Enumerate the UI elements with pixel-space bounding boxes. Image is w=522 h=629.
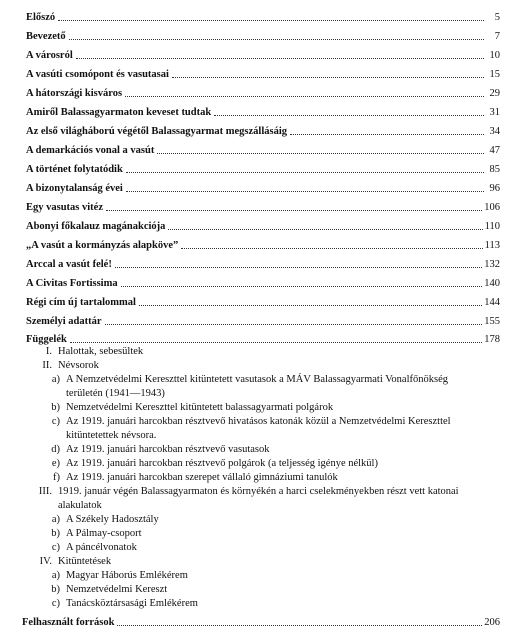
toc-page-number: 140 [484,278,500,289]
dot-leader [105,323,483,325]
dot-leader [181,247,482,249]
toc-page-number: 144 [484,297,500,308]
dot-leader [76,57,484,59]
toc-page-number: 10 [489,50,500,61]
toc-entry-title: Amiről Balassagyarmaton keveset tudtak [26,107,212,118]
appendix-subitem-iii-c[interactable] [48,541,137,554]
toc-page-number: 5 [494,12,500,23]
toc-page-number: 110 [484,221,500,232]
dot-leader [121,285,483,287]
toc-page-number: 7 [494,31,500,42]
subitem-label: Az 1919. januári harcokban szerepet vállaló gimnáziumi tanulók [66,472,338,483]
toc-entry-eloszo[interactable] [26,10,500,24]
toc-entry-vasut-kormanyzas[interactable] [26,238,500,252]
appendix-item-iv[interactable] [30,555,111,568]
toc-entry-title: A bizonytalanság évei [26,183,123,194]
toc-entry-title: A hátországi kisváros [26,88,123,99]
appendix-subitem-iii-a[interactable] [48,513,159,526]
appendix-subitem-ii-a[interactable] [48,373,448,386]
appendix-subitem-ii-f[interactable] [48,471,338,484]
toc-page-number: 106 [484,202,500,213]
subitem-letter: c) [51,542,60,553]
subitem-letter: b) [51,584,60,595]
toc-entry-title: A történet folytatódik [26,164,123,175]
subitem-letter: e) [51,458,60,469]
appendix-item-label: 1919. január végén Balassagyarmaton és környékén a harci cselekményekben részt vett katonai [58,486,459,497]
toc-entry-felhasznalt-forrasok[interactable] [22,615,500,629]
toc-entry-a-varosrol[interactable] [26,48,500,62]
subitem-label: Nemzetvédelmi Kereszttel kitüntetett balassagyarmati polgárok [66,402,334,413]
toc-page-number: 206 [484,617,500,628]
toc-entry-vasutas-vitez[interactable] [26,200,500,214]
toc-entry-title: Egy vasutas vitéz [26,202,103,213]
toc-entry-vasuti-csomopont[interactable] [26,67,500,81]
dot-leader [126,190,484,192]
dot-leader [125,95,484,97]
appendix-item-iii[interactable] [30,485,459,498]
toc-entry-elso-vilaghaboru[interactable] [26,124,500,138]
appendix-subitem-ii-d[interactable] [48,443,270,456]
appendix-subitem-ii-b[interactable] [48,401,333,414]
toc-page-number: 96 [489,183,500,194]
subitem-letter: c) [51,416,60,427]
dot-leader [126,171,484,173]
appendix-item-i[interactable] [36,345,143,358]
subitem-letter: a) [51,514,60,525]
toc-page-number: 178 [484,334,500,345]
appendix-subitem-iv-b[interactable] [48,583,167,596]
dot-leader [69,38,484,40]
subitem-label: Magyar Háborús Emlékérem [66,570,188,581]
dot-leader [290,133,484,135]
toc-entry-title: Személyi adattár [26,316,102,327]
toc-entry-title: Előszó [26,12,56,23]
subitem-label: Az 1919. januári harcokban résztvevő hivatásos katonák közül a Nemzetvédelmi Kereszttel [66,416,451,427]
dot-leader [117,624,482,626]
toc-page-number: 29 [489,88,500,99]
subitem-label: Az 1919. januári harcokban résztvevő vasutasok [66,444,270,455]
toc-entry-fuggelek[interactable] [26,332,500,346]
toc-entry-title: Régi cím új tartalommal [26,297,136,308]
subitem-letter: a) [51,374,60,385]
toc-page-number: 34 [489,126,500,137]
appendix-subitem-iv-a[interactable] [48,569,188,582]
toc-entry-demarkacios-vonal[interactable] [26,143,500,157]
toc-page-number: 155 [484,316,500,327]
toc-entry-title: Bevezető [26,31,66,42]
toc-entry-abonyi-fokalauz[interactable] [26,219,500,233]
toc-entry-bevezeto[interactable] [26,29,500,43]
roman-numeral: IV. [39,556,52,567]
toc-page-number: 85 [489,164,500,175]
subitem-letter: f) [53,472,60,483]
dot-leader [58,19,484,21]
dot-leader [157,152,484,154]
toc-entry-amirol-keveset-tudtak[interactable] [26,105,500,119]
appendix-item-label: Névsorok [58,360,99,371]
subitem-label: A Nemzetvédelmi Kereszttel kitüntetett vasutasok a MÁV Balassagyarmati Vonalfőnökség [66,374,448,385]
toc-entry-title: A városról [26,50,73,61]
dot-leader [70,341,482,343]
subitem-letter: a) [51,570,60,581]
dot-leader [214,114,484,116]
subitem-letter: d) [51,444,60,455]
appendix-subitem-ii-a-continued: területén (1941—1943) [66,388,165,399]
toc-entry-civitas-fortissima[interactable] [26,276,500,290]
appendix-subitem-iv-c[interactable] [48,597,198,610]
toc-entry-title: A demarkációs vonal a vasút [26,145,155,156]
toc-page-number: 47 [489,145,500,156]
appendix-subitem-ii-c-continued: kitüntetettek névsora. [66,430,157,441]
roman-numeral: I. [45,346,52,357]
toc-entry-title: A Civitas Fortissima [26,278,118,289]
subitem-letter: b) [51,528,60,539]
dot-leader [106,209,482,211]
subitem-label: A Pálmay-csoport [66,528,142,539]
toc-page-number: 31 [489,107,500,118]
toc-entry-title: „A vasút a kormányzás alapköve” [26,240,179,251]
toc-entry-title: Az első világháború végétől Balassagyarmat megszállásáig [26,126,288,137]
dot-leader [168,228,482,230]
toc-entry-title: Függelék [26,334,67,345]
toc-entry-title: Arccal a vasút felé! [26,259,112,270]
roman-numeral: III. [38,486,52,497]
appendix-subitem-ii-c[interactable] [48,415,451,428]
toc-entry-title: Felhasznált források [22,617,115,628]
toc-entry-szemelyi-adattar[interactable] [26,314,500,328]
dot-leader [139,304,482,306]
subitem-label: Az 1919. januári harcokban résztvevő polgárok (a teljesség igénye nélkül) [66,458,378,469]
appendix-item-label: Halottak, sebesültek [58,346,144,357]
subitem-label: Nemzetvédelmi Kereszt [66,584,168,595]
dot-leader [172,76,484,78]
toc-page-number: 15 [489,69,500,80]
subitem-letter: c) [51,598,60,609]
subitem-label: A páncélvonatok [66,542,137,553]
subitem-label: Tanácsköztársasági Emlékérem [66,598,198,609]
appendix-item-ii[interactable] [36,359,99,372]
toc-entry-title: A vasúti csomópont és vasutasai [26,69,169,80]
toc-page-number: 132 [484,259,500,270]
roman-numeral: II. [42,360,52,371]
toc-entry-tortenet-folytatodik[interactable] [26,162,500,176]
toc-entry-hatorszagi-kisvaros[interactable] [26,86,500,100]
appendix-subitem-ii-e[interactable] [48,457,378,470]
toc-entry-bizonytalansag-evei[interactable] [26,181,500,195]
dot-leader [115,266,482,268]
appendix-subitem-iii-b[interactable] [48,527,142,540]
toc-entry-arccal-a-vasut-fele[interactable] [26,257,500,271]
appendix-item-iii-continued: alakulatok [58,500,102,511]
toc-entry-title: Abonyi főkalauz magánakciója [26,221,166,232]
toc-page-number: 113 [484,240,500,251]
toc-entry-regi-cim[interactable] [26,295,500,309]
subitem-letter: b) [51,402,60,413]
appendix-item-label: Kitüntetések [58,556,112,567]
subitem-label: A Székely Hadosztály [66,514,159,525]
